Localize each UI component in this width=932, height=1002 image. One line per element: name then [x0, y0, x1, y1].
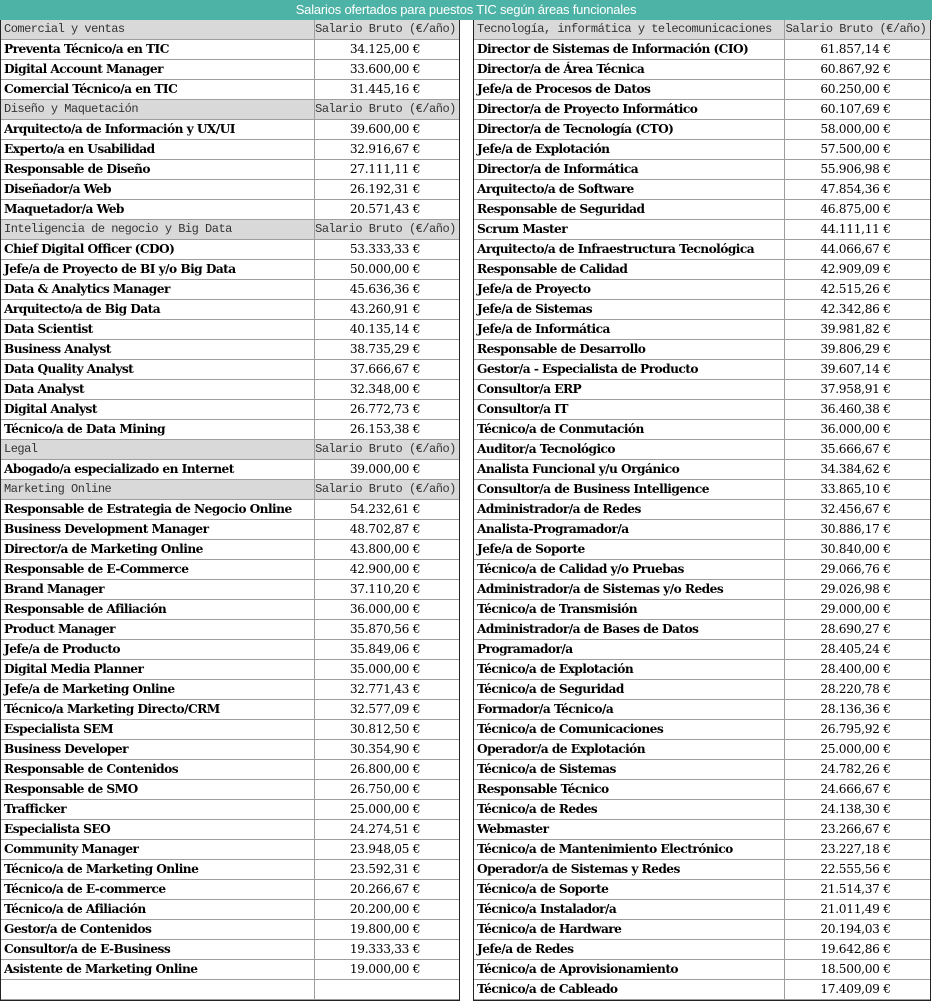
salary-cell: 23.948,05 € — [314, 840, 459, 859]
section-header-row — [1, 220, 459, 240]
job-title-cell: Arquitecto/a de Software — [477, 182, 634, 196]
salary-cell: 26.750,00 € — [314, 780, 459, 799]
salary-cell: 29.026,98 € — [784, 580, 930, 599]
table-row — [474, 800, 930, 820]
salary-cell: 48.702,87 € — [314, 520, 459, 539]
salary-cell: 21.514,37 € — [784, 880, 930, 899]
job-title-cell: Consultor/a IT — [477, 402, 568, 416]
salary-cell: 30.354,90 € — [314, 740, 459, 759]
salary-column-header: Salario Bruto (€/año) — [314, 440, 459, 459]
table-row — [474, 260, 930, 280]
salary-cell: 24.782,26 € — [784, 760, 930, 779]
job-title-cell: Director/a de Marketing Online — [4, 542, 203, 556]
table-row — [474, 560, 930, 580]
table-row — [1, 700, 459, 720]
job-title-cell: Jefe/a de Producto — [4, 642, 121, 656]
salary-cell: 19.333,33 € — [314, 940, 459, 959]
salary-cell: 33.600,00 € — [314, 60, 459, 79]
table-row — [1, 840, 459, 860]
table-row — [1, 600, 459, 620]
salary-cell: 32.916,67 € — [314, 140, 459, 159]
table-row — [474, 780, 930, 800]
salary-cell: 20.200,00 € — [314, 900, 459, 919]
salary-cell: 35.870,56 € — [314, 620, 459, 639]
job-title-cell: Analista-Programador/a — [477, 522, 629, 536]
job-title-cell: Especialista SEM — [4, 722, 114, 736]
section-header-row — [1, 20, 459, 40]
table-row — [1, 500, 459, 520]
table-row — [1, 400, 459, 420]
table-row — [474, 140, 930, 160]
section-header-row — [1, 100, 459, 120]
right-salary-table — [473, 20, 931, 1001]
job-title-cell: Data Analyst — [4, 382, 85, 396]
salary-cell: 29.000,00 € — [784, 600, 930, 619]
job-title-cell: Analista Funcional y/u Orgánico — [477, 462, 680, 476]
job-title-cell: Técnico/a de Marketing Online — [4, 862, 199, 876]
job-title-cell: Técnico/a de Comunicaciones — [477, 722, 664, 736]
job-title-cell: Responsable de Desarrollo — [477, 342, 646, 356]
job-title-cell: Programador/a — [477, 642, 573, 656]
salary-cell: 23.266,67 € — [784, 820, 930, 839]
salary-column-header: Salario Bruto (€/año) — [784, 20, 930, 39]
job-title-cell: Consultor/a ERP — [477, 382, 582, 396]
salary-cell: 28.220,78 € — [784, 680, 930, 699]
job-title-cell: Chief Digital Officer (CDO) — [4, 242, 175, 256]
salary-cell: 54.232,61 € — [314, 500, 459, 519]
table-row — [474, 80, 930, 100]
table-row — [474, 540, 930, 560]
table-row — [474, 500, 930, 520]
table-row — [1, 40, 459, 60]
table-row — [1, 180, 459, 200]
salary-cell: 19.800,00 € — [314, 920, 459, 939]
job-title-cell: Técnico/a de Explotación — [477, 662, 634, 676]
job-title-cell: Asistente de Marketing Online — [4, 962, 198, 976]
job-title-cell: Digital Account Manager — [4, 62, 163, 76]
table-row — [474, 580, 930, 600]
job-title-cell: Técnico/a Instalador/a — [477, 902, 617, 916]
job-title-cell: Responsable de Calidad — [477, 262, 628, 276]
job-title-cell: Formador/a Técnico/a — [477, 702, 614, 716]
salary-cell: 33.865,10 € — [784, 480, 930, 499]
job-title-cell: Director/a de Informática — [477, 162, 639, 176]
table-row — [1, 680, 459, 700]
salary-cell: 55.906,98 € — [784, 160, 930, 179]
table-row — [474, 980, 930, 1000]
section-title: Tecnología, informática y telecomunicaciones — [477, 22, 772, 36]
table-row — [1, 520, 459, 540]
table-row — [474, 700, 930, 720]
section-header-row — [474, 20, 930, 40]
table-row — [1, 420, 459, 440]
salary-cell: 28.690,27 € — [784, 620, 930, 639]
salary-cell: 32.577,09 € — [314, 700, 459, 719]
table-row — [1, 280, 459, 300]
table-row — [474, 160, 930, 180]
salary-cell: 19.642,86 € — [784, 940, 930, 959]
table-row — [474, 960, 930, 980]
job-title-cell: Arquitecto/a de Big Data — [4, 302, 161, 316]
table-row — [474, 660, 930, 680]
salary-cell: 60.107,69 € — [784, 100, 930, 119]
table-row — [1, 640, 459, 660]
table-row — [474, 280, 930, 300]
job-title-cell: Digital Media Planner — [4, 662, 144, 676]
table-row — [1, 760, 459, 780]
table-row — [1, 140, 459, 160]
salary-cell: 25.000,00 € — [314, 800, 459, 819]
salary-cell: 32.456,67 € — [784, 500, 930, 519]
table-row — [1, 60, 459, 80]
salary-cell: 40.135,14 € — [314, 320, 459, 339]
job-title-cell: Diseñador/a Web — [4, 182, 111, 196]
table-row — [1, 260, 459, 280]
table-row — [474, 380, 930, 400]
table-row — [474, 820, 930, 840]
section-title: Legal — [4, 442, 38, 456]
job-title-cell: Jefe/a de Procesos de Datos — [477, 82, 651, 96]
table-row — [474, 200, 930, 220]
salary-cell: 25.000,00 € — [784, 740, 930, 759]
salary-cell: 20.194,03 € — [784, 920, 930, 939]
table-row — [1, 780, 459, 800]
table-row — [474, 240, 930, 260]
section-header-row — [1, 480, 459, 500]
salary-cell: 35.849,06 € — [314, 640, 459, 659]
table-row — [474, 340, 930, 360]
job-title-cell: Business Development Manager — [4, 522, 209, 536]
salary-cell: 42.909,09 € — [784, 260, 930, 279]
job-title-cell: Responsable de Afiliación — [4, 602, 167, 616]
job-title-cell: Data & Analytics Manager — [4, 282, 170, 296]
salary-cell: 17.409,09 € — [784, 980, 930, 999]
salary-cell: 30.886,17 € — [784, 520, 930, 539]
salary-cell: 24.274,51 € — [314, 820, 459, 839]
salary-cell: 53.333,33 € — [314, 240, 459, 259]
table-row — [1, 980, 459, 1000]
job-title-cell: Técnico/a de Aprovisionamiento — [477, 962, 679, 976]
table-row — [1, 300, 459, 320]
salary-cell: 37.958,91 € — [784, 380, 930, 399]
salary-cell: 21.011,49 € — [784, 900, 930, 919]
job-title-cell: Product Manager — [4, 622, 115, 636]
table-row — [1, 820, 459, 840]
table-row — [474, 740, 930, 760]
salary-cell: 43.800,00 € — [314, 540, 459, 559]
job-title-cell: Técnico/a de Afiliación — [4, 902, 146, 916]
left-salary-table — [0, 20, 460, 1001]
job-title-cell: Community Manager — [4, 842, 139, 856]
section-title: Diseño y Maquetación — [4, 102, 139, 116]
salary-cell: 18.500,00 € — [784, 960, 930, 979]
table-row — [474, 100, 930, 120]
table-row — [1, 560, 459, 580]
table-row — [474, 220, 930, 240]
table-row — [1, 920, 459, 940]
salary-cell: 60.250,00 € — [784, 80, 930, 99]
table-row — [1, 880, 459, 900]
salary-column-header: Salario Bruto (€/año) — [314, 100, 459, 119]
job-title-cell: Operador/a de Explotación — [477, 742, 646, 756]
salary-cell: 30.840,00 € — [784, 540, 930, 559]
salary-cell: 39.806,29 € — [784, 340, 930, 359]
table-row — [1, 900, 459, 920]
table-row — [1, 940, 459, 960]
salary-cell: 44.066,67 € — [784, 240, 930, 259]
job-title-cell: Jefe/a de Soporte — [477, 542, 585, 556]
table-row — [474, 600, 930, 620]
job-title-cell: Técnico/a de E-commerce — [4, 882, 166, 896]
job-title-cell: Técnico/a de Data Mining — [4, 422, 166, 436]
job-title-cell: Jefe/a de Proyecto — [477, 282, 591, 296]
salary-cell: 23.227,18 € — [784, 840, 930, 859]
table-row — [474, 400, 930, 420]
table-row — [1, 340, 459, 360]
section-header-row — [1, 440, 459, 460]
salary-cell: 28.136,36 € — [784, 700, 930, 719]
table-row — [474, 60, 930, 80]
salary-cell: 42.900,00 € — [314, 560, 459, 579]
salary-cell — [314, 980, 459, 999]
salary-cell: 35.000,00 € — [314, 660, 459, 679]
job-title-cell: Consultor/a de Business Intelligence — [477, 482, 709, 496]
job-title-cell: Data Scientist — [4, 322, 93, 336]
table-row — [474, 320, 930, 340]
job-title-cell: Operador/a de Sistemas y Redes — [477, 862, 680, 876]
salary-cell: 29.066,76 € — [784, 560, 930, 579]
table-row — [1, 160, 459, 180]
job-title-cell: Gestor/a - Especialista de Producto — [477, 362, 698, 376]
salary-cell: 26.153,38 € — [314, 420, 459, 439]
salary-column-header: Salario Bruto (€/año) — [314, 480, 459, 499]
salary-cell: 36.000,00 € — [784, 420, 930, 439]
table-row — [474, 460, 930, 480]
salary-cell: 26.800,00 € — [314, 760, 459, 779]
salary-cell: 32.771,43 € — [314, 680, 459, 699]
section-title: Marketing Online — [4, 482, 112, 496]
table-row — [474, 300, 930, 320]
table-row — [474, 720, 930, 740]
salary-cell: 20.266,67 € — [314, 880, 459, 899]
salary-cell: 61.857,14 € — [784, 40, 930, 59]
table-row — [474, 880, 930, 900]
job-title-cell: Consultor/a de E-Business — [4, 942, 171, 956]
job-title-cell: Director/a de Área Técnica — [477, 62, 645, 76]
job-title-cell: Especialista SEO — [4, 822, 111, 836]
job-title-cell: Responsable de Estrategia de Negocio Online — [4, 502, 292, 516]
table-title: Salarios ofertados para puestos TIC según áreas funcionales — [0, 0, 932, 20]
salary-cell: 26.795,92 € — [784, 720, 930, 739]
salary-cell: 35.666,67 € — [784, 440, 930, 459]
table-row — [474, 940, 930, 960]
job-title-cell: Director/a de Proyecto Informático — [477, 102, 698, 116]
job-title-cell: Director/a de Tecnología (CTO) — [477, 122, 674, 136]
job-title-cell: Comercial Técnico/a en TIC — [4, 82, 178, 96]
job-title-cell: Responsable de Diseño — [4, 162, 150, 176]
table-row — [1, 80, 459, 100]
section-title: Comercial y ventas — [4, 22, 125, 36]
table-row — [1, 620, 459, 640]
salary-cell: 42.515,26 € — [784, 280, 930, 299]
job-title-cell: Administrador/a de Redes — [477, 502, 641, 516]
job-title-cell: Responsable de Seguridad — [477, 202, 645, 216]
table-row — [474, 520, 930, 540]
table-row — [474, 760, 930, 780]
table-row — [1, 360, 459, 380]
salary-cell: 39.981,82 € — [784, 320, 930, 339]
job-title-cell: Técnico/a de Cableado — [477, 982, 618, 996]
job-title-cell: Abogado/a especializado en Internet — [4, 462, 234, 476]
job-title-cell: Responsable de SMO — [4, 782, 138, 796]
job-title-cell: Jefe/a de Informática — [477, 322, 610, 336]
salary-cell: 47.854,36 € — [784, 180, 930, 199]
job-title-cell — [1, 980, 314, 999]
job-title-cell: Técnico/a de Sistemas — [477, 762, 616, 776]
table-row — [474, 480, 930, 500]
salary-cell: 19.000,00 € — [314, 960, 459, 979]
job-title-cell: Jefe/a de Redes — [477, 942, 574, 956]
table-row — [1, 580, 459, 600]
job-title-cell: Preventa Técnico/a en TIC — [4, 42, 169, 56]
salary-cell: 38.735,29 € — [314, 340, 459, 359]
salary-cell: 36.000,00 € — [314, 600, 459, 619]
salary-cell: 37.666,67 € — [314, 360, 459, 379]
table-row — [1, 320, 459, 340]
job-title-cell: Jefe/a de Marketing Online — [4, 682, 175, 696]
section-title: Inteligencia de negocio y Big Data — [4, 222, 232, 236]
table-row — [1, 960, 459, 980]
job-title-cell: Arquitecto/a de Información y UX/UI — [4, 122, 235, 136]
salary-cell: 28.400,00 € — [784, 660, 930, 679]
salary-cell: 31.445,16 € — [314, 80, 459, 99]
salary-cell: 42.342,86 € — [784, 300, 930, 319]
table-row — [1, 800, 459, 820]
job-title-cell: Jefe/a de Explotación — [477, 142, 610, 156]
table-row — [474, 680, 930, 700]
job-title-cell: Técnico/a de Transmisión — [477, 602, 638, 616]
job-title-cell: Técnico/a de Redes — [477, 802, 598, 816]
salary-cell: 43.260,91 € — [314, 300, 459, 319]
salary-cell: 34.125,00 € — [314, 40, 459, 59]
table-row — [1, 380, 459, 400]
job-title-cell: Data Quality Analyst — [4, 362, 134, 376]
salary-cell: 30.812,50 € — [314, 720, 459, 739]
table-row — [474, 420, 930, 440]
job-title-cell: Técnico/a de Calidad y/o Pruebas — [477, 562, 684, 576]
table-row — [1, 660, 459, 680]
salary-cell: 58.000,00 € — [784, 120, 930, 139]
salary-column-header: Salario Bruto (€/año) — [314, 220, 459, 239]
table-row — [474, 640, 930, 660]
salary-cell: 20.571,43 € — [314, 200, 459, 219]
table-row — [474, 920, 930, 940]
salary-cell: 36.460,38 € — [784, 400, 930, 419]
salary-cell: 28.405,24 € — [784, 640, 930, 659]
job-title-cell: Técnico/a de Conmutación — [477, 422, 644, 436]
salary-column-header: Salario Bruto (€/año) — [314, 20, 459, 39]
job-title-cell: Arquitecto/a de Infraestructura Tecnológica — [477, 242, 755, 256]
table-row — [1, 120, 459, 140]
table-row — [1, 860, 459, 880]
salary-cell: 50.000,00 € — [314, 260, 459, 279]
table-row — [474, 180, 930, 200]
salary-cell: 24.666,67 € — [784, 780, 930, 799]
job-title-cell: Técnico/a Marketing Directo/CRM — [4, 702, 220, 716]
job-title-cell: Responsable de Contenidos — [4, 762, 179, 776]
salary-cell: 34.384,62 € — [784, 460, 930, 479]
salary-cell: 39.000,00 € — [314, 460, 459, 479]
job-title-cell: Gestor/a de Contenidos — [4, 922, 152, 936]
table-row — [1, 460, 459, 480]
salary-cell: 45.636,36 € — [314, 280, 459, 299]
salary-cell: 24.138,30 € — [784, 800, 930, 819]
salary-cell: 32.348,00 € — [314, 380, 459, 399]
salary-cell: 26.772,73 € — [314, 400, 459, 419]
job-title-cell: Digital Analyst — [4, 402, 97, 416]
salary-cell: 37.110,20 € — [314, 580, 459, 599]
job-title-cell: Responsable de E-Commerce — [4, 562, 189, 576]
salary-cell: 27.111,11 € — [314, 160, 459, 179]
job-title-cell: Scrum Master — [477, 222, 568, 236]
salary-cell: 57.500,00 € — [784, 140, 930, 159]
job-title-cell: Director de Sistemas de Información (CIO) — [477, 42, 749, 56]
salary-cell: 60.867,92 € — [784, 60, 930, 79]
job-title-cell: Webmaster — [477, 822, 549, 836]
table-row — [1, 540, 459, 560]
table-row — [1, 200, 459, 220]
table-row — [474, 120, 930, 140]
salary-cell: 22.555,56 € — [784, 860, 930, 879]
job-title-cell: Auditor/a Tecnológico — [477, 442, 615, 456]
table-row — [474, 40, 930, 60]
salary-cell: 26.192,31 € — [314, 180, 459, 199]
job-title-cell: Maquetador/a Web — [4, 202, 124, 216]
table-row — [1, 740, 459, 760]
job-title-cell: Administrador/a de Sistemas y/o Redes — [477, 582, 724, 596]
job-title-cell: Responsable Técnico — [477, 782, 609, 796]
job-title-cell: Técnico/a de Mantenimiento Electrónico — [477, 842, 733, 856]
job-title-cell: Experto/a en Usabilidad — [4, 142, 155, 156]
table-row — [474, 860, 930, 880]
salary-cell: 23.592,31 € — [314, 860, 459, 879]
table-row — [474, 900, 930, 920]
table-row — [474, 440, 930, 460]
job-title-cell: Business Analyst — [4, 342, 111, 356]
table-row — [474, 360, 930, 380]
job-title-cell: Business Developer — [4, 742, 128, 756]
job-title-cell: Técnico/a de Hardware — [477, 922, 622, 936]
table-row — [1, 240, 459, 260]
job-title-cell: Trafficker — [4, 802, 67, 816]
job-title-cell: Brand Manager — [4, 582, 104, 596]
salary-cell: 39.600,00 € — [314, 120, 459, 139]
job-title-cell: Administrador/a de Bases de Datos — [477, 622, 699, 636]
job-title-cell: Jefe/a de Proyecto de BI y/o Big Data — [4, 262, 236, 276]
table-row — [474, 620, 930, 640]
table-row — [474, 840, 930, 860]
job-title-cell: Técnico/a de Soporte — [477, 882, 609, 896]
salary-cell: 39.607,14 € — [784, 360, 930, 379]
job-title-cell: Jefe/a de Sistemas — [477, 302, 593, 316]
table-row — [1, 720, 459, 740]
job-title-cell: Técnico/a de Seguridad — [477, 682, 624, 696]
salary-cell: 44.111,11 € — [784, 220, 930, 239]
salary-cell: 46.875,00 € — [784, 200, 930, 219]
